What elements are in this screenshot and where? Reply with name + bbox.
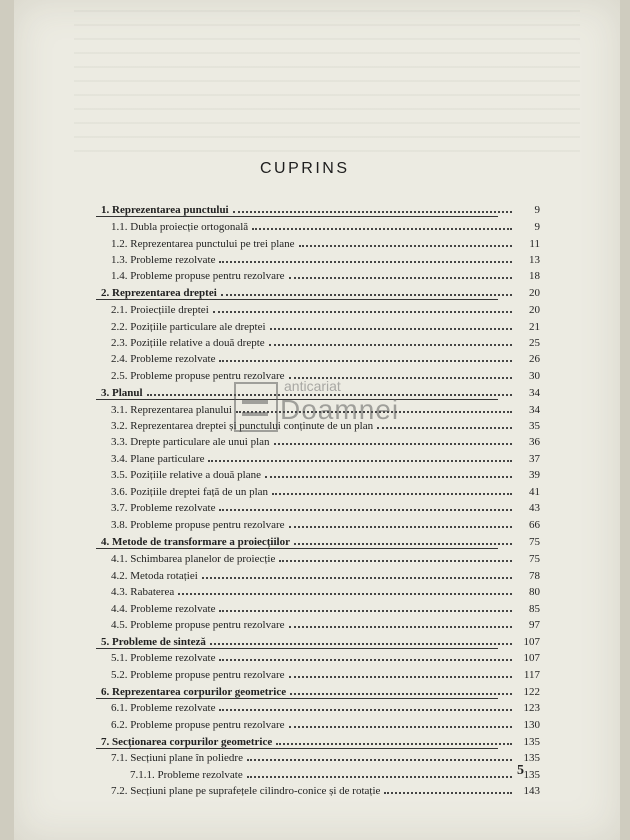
leader-dots — [289, 675, 513, 678]
toc-entry-label: 4.3. Rabaterea — [111, 586, 175, 598]
toc-entry-page: 21 — [529, 321, 540, 333]
toc-entry-page: 20 — [529, 287, 540, 299]
toc-entry-label: 3.4. Plane particulare — [111, 453, 205, 465]
toc-entry-label: 2.3. Pozițiile relative a două drepte — [111, 337, 265, 349]
toc-entry-page: 85 — [529, 603, 540, 615]
toc-entry-label: 5.1. Probleme rezolvate — [111, 652, 216, 664]
toc-entry-label: 3.8. Probleme propuse pentru rezolvare — [111, 519, 285, 531]
toc-section-row — [111, 748, 540, 764]
toc-entry-label: 6.2. Probleme propuse pentru rezolvare — [111, 719, 285, 731]
toc-section-row — [111, 217, 540, 233]
toc-section-row — [111, 582, 540, 598]
toc-entry-page: 80 — [529, 586, 540, 598]
leader-dots — [210, 642, 512, 645]
toc-entry-label: 1.3. Probleme rezolvate — [111, 254, 216, 266]
toc-entry-label: 3.7. Probleme rezolvate — [111, 502, 216, 514]
toc-section-row — [111, 300, 540, 316]
leader-dots — [219, 708, 512, 711]
toc-chapter-row — [101, 732, 540, 748]
toc-entry-label: 7.2. Secțiuni plane pe suprafețele cilindro-conice și de rotație — [111, 785, 381, 797]
toc-entry-page: 41 — [529, 486, 540, 498]
leader-dots — [276, 742, 512, 745]
toc-section-row — [111, 715, 540, 731]
leader-dots — [289, 725, 513, 728]
toc-entry-page: 18 — [529, 270, 540, 282]
toc-entry-label: 3.1. Reprezentarea planului — [111, 404, 232, 416]
toc-section-row — [111, 317, 540, 333]
toc-entry-page: 34 — [529, 404, 540, 416]
toc-entry-page: 43 — [529, 502, 540, 514]
toc-entry-label: 4.4. Probleme rezolvate — [111, 603, 216, 615]
leader-dots — [247, 775, 512, 778]
toc-entry-label: 5.2. Probleme propuse pentru rezolvare — [111, 669, 285, 681]
toc-section-row — [130, 765, 540, 781]
toc-section-row — [111, 498, 540, 514]
toc-entry-page: 9 — [534, 221, 540, 233]
watermark-top-text: anticariat — [284, 378, 341, 394]
leader-dots — [219, 609, 512, 612]
leader-dots — [247, 758, 512, 761]
toc-entry-label: 2.2. Pozițiile particulare ale dreptei — [111, 321, 266, 333]
toc-entry-label: 3.5. Pozițiile relative a două plane — [111, 469, 261, 481]
toc-entry-label: 6.1. Probleme rezolvate — [111, 702, 216, 714]
page-title: CUPRINS — [260, 160, 350, 177]
toc-section-row — [111, 781, 540, 797]
toc-chapter-row — [101, 200, 540, 216]
leader-dots — [221, 293, 512, 296]
leader-dots — [219, 260, 512, 263]
toc-entry-label: 4.5. Probleme propuse pentru rezolvare — [111, 619, 285, 631]
toc-section-row — [111, 599, 540, 615]
leader-dots — [274, 442, 512, 445]
toc-entry-page: 26 — [529, 353, 540, 365]
toc-section-row — [111, 698, 540, 714]
toc-section-row — [111, 266, 540, 282]
toc-entry-page: 135 — [523, 769, 540, 781]
toc-entry-label: 1. Reprezentarea punctului — [101, 204, 229, 216]
toc-entry-page: 123 — [523, 702, 540, 714]
toc-entry-page: 20 — [529, 304, 540, 316]
toc-entry-label: 7. Secționarea corpurilor geometrice — [101, 736, 273, 748]
leader-dots — [208, 459, 512, 462]
leader-dots — [299, 244, 512, 247]
toc-entry-page: 135 — [523, 752, 540, 764]
toc-section-row — [111, 515, 540, 531]
leader-dots — [290, 692, 512, 695]
toc-chapter-row — [101, 632, 540, 648]
toc-entry-page: 37 — [529, 453, 540, 465]
toc-section-row — [111, 234, 540, 250]
leader-dots — [272, 492, 512, 495]
watermark-logo — [234, 378, 434, 438]
toc-chapter-row — [101, 283, 540, 299]
leader-dots — [270, 327, 512, 330]
toc-entry-page: 30 — [529, 370, 540, 382]
leader-dots — [289, 625, 513, 628]
toc-entry-label: 2.4. Probleme rezolvate — [111, 353, 216, 365]
toc-entry-label: 6. Reprezentarea corpurilor geometrice — [101, 686, 287, 698]
toc-entry-page: 25 — [529, 337, 540, 349]
toc-entry-page: 78 — [529, 570, 540, 582]
toc-entry-page: 107 — [523, 636, 540, 648]
toc-entry-label: 2.5. Probleme propuse pentru rezolvare — [111, 370, 285, 382]
leader-dots — [202, 576, 512, 579]
leader-dots — [289, 276, 513, 279]
toc-entry-label: 3.3. Drepte particulare ale unui plan — [111, 436, 270, 448]
toc-section-row — [111, 349, 540, 365]
leader-dots — [178, 592, 512, 595]
toc-section-row — [111, 665, 540, 681]
toc-entry-label: 1.1. Dubla proiecție ortogonală — [111, 221, 249, 233]
leader-dots — [219, 508, 512, 511]
leader-dots — [233, 210, 512, 213]
toc-entry-page: 35 — [529, 420, 540, 432]
toc-section-row — [111, 449, 540, 465]
toc-section-row — [111, 482, 540, 498]
toc-entry-label: 3. Planul — [101, 387, 143, 399]
toc-chapter-row — [101, 682, 540, 698]
toc-entry-label: 1.4. Probleme propuse pentru rezolvare — [111, 270, 285, 282]
toc-entry-label: 7.1.1. Probleme rezolvate — [130, 769, 243, 781]
toc-entry-page: 143 — [523, 785, 540, 797]
toc-section-row — [111, 648, 540, 664]
page-number: 5 — [517, 763, 524, 778]
book-page — [14, 0, 620, 840]
toc-entry-label: 1.2. Reprezentarea punctului pe trei plane — [111, 238, 295, 250]
toc-section-row — [111, 333, 540, 349]
toc-entry-page: 135 — [523, 736, 540, 748]
toc-entry-label: 7.1. Secțiuni plane în poliedre — [111, 752, 243, 764]
toc-entry-page: 13 — [529, 254, 540, 266]
toc-entry-page: 97 — [529, 619, 540, 631]
toc-entry-page: 75 — [529, 536, 540, 548]
toc-section-row — [111, 549, 540, 565]
toc-entry-page: 36 — [529, 436, 540, 448]
toc-entry-page: 130 — [523, 719, 540, 731]
toc-entry-page: 34 — [529, 387, 540, 399]
toc-entry-page: 107 — [523, 652, 540, 664]
leader-dots — [294, 542, 512, 545]
toc-section-row — [111, 615, 540, 631]
book-stack-icon — [234, 382, 278, 432]
toc-entry-label: 3.6. Pozițiile dreptei față de un plan — [111, 486, 269, 498]
toc-section-row — [111, 250, 540, 266]
toc-entry-page: 122 — [523, 686, 540, 698]
toc-entry-page: 39 — [529, 469, 540, 481]
toc-entry-label: 4. Metode de transformare a proiecțiilor — [101, 536, 290, 548]
toc-section-row — [111, 566, 540, 582]
toc-entry-label: 3.2. Reprezentarea dreptei și punctului conținute de un plan — [111, 420, 374, 432]
leader-dots — [213, 310, 512, 313]
leader-dots — [279, 559, 512, 562]
toc-entry-page: 75 — [529, 553, 540, 565]
leader-dots — [384, 791, 512, 794]
toc-entry-label: 2.1. Proiecțiile dreptei — [111, 304, 209, 316]
leader-dots — [269, 343, 512, 346]
leader-dots — [252, 227, 512, 230]
toc-entry-label: 4.2. Metoda rotației — [111, 570, 198, 582]
toc-chapter-row — [101, 532, 540, 548]
watermark-bottom-text: Doamnei — [280, 394, 400, 425]
toc-entry-label: 2. Reprezentarea dreptei — [101, 287, 217, 299]
toc-entry-page: 9 — [534, 204, 540, 216]
toc-entry-page: 117 — [523, 669, 540, 681]
leader-dots — [219, 658, 512, 661]
toc-entry-label: 4.1. Schimbarea planelor de proiecție — [111, 553, 276, 565]
leader-dots — [265, 475, 512, 478]
toc-entry-page: 66 — [529, 519, 540, 531]
toc-entry-label: 5. Probleme de sinteză — [101, 636, 206, 648]
toc-section-row — [111, 465, 540, 481]
leader-dots — [289, 525, 513, 528]
leader-dots — [219, 359, 512, 362]
toc-entry-page: 11 — [529, 238, 540, 250]
